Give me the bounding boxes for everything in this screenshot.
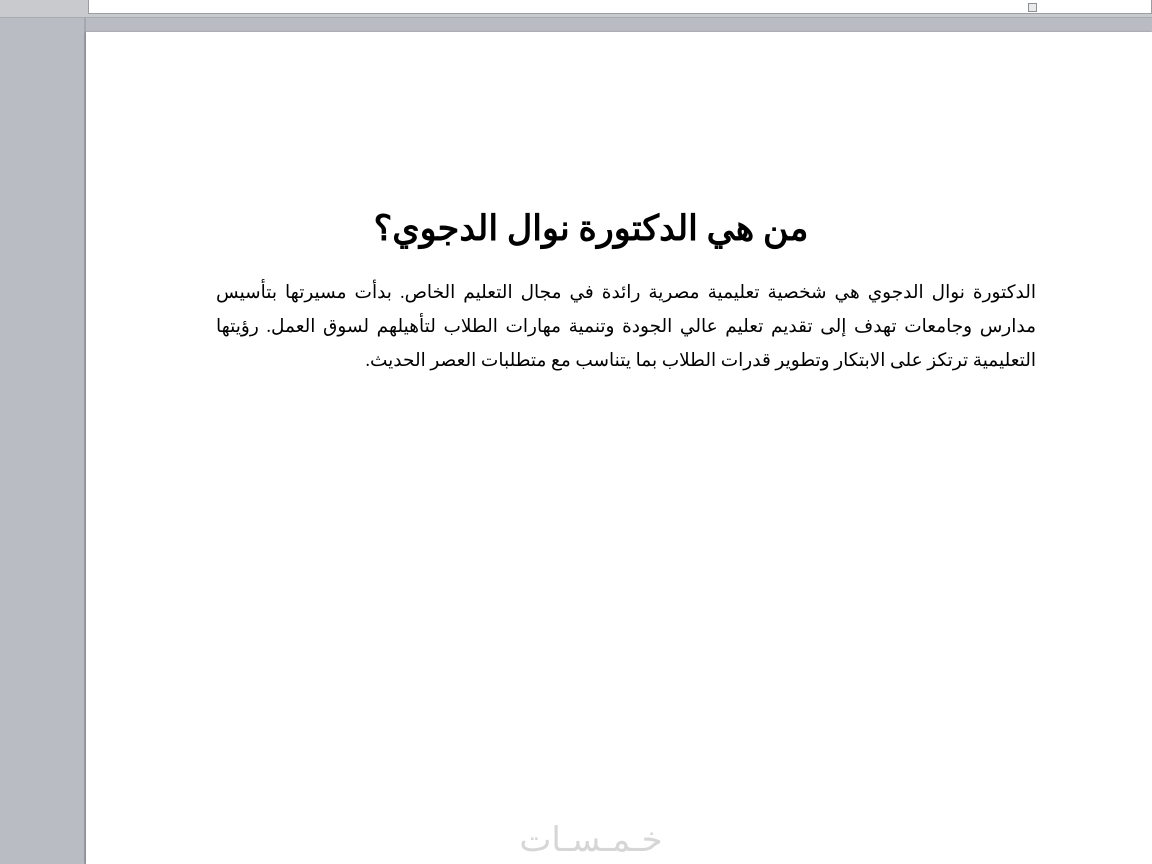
document-page <box>86 32 1152 864</box>
page-content-area[interactable] <box>86 32 1152 864</box>
ruler-indent-marker-right[interactable] <box>1028 3 1037 12</box>
page-left-gutter <box>0 18 86 864</box>
page-title: من هي الدكتورة نوال الدجوي؟ <box>373 209 809 249</box>
watermark-text: خـمـسـات <box>519 822 663 859</box>
ruler-track[interactable] <box>88 0 1152 14</box>
horizontal-ruler[interactable] <box>0 0 1152 18</box>
body-paragraph: الدكتورة نوال الدجوي هي شخصية تعليمية مصرية رائدة في مجال التعليم الخاص. بدأت مسيرتها بتأسيس مدارس وجامعات تهدف إلى تقديم تعليم عالي الجودة وتنمية مهارات الطلاب لتأهيلهم لسوق العمل. رؤيتها التعليمية ترتكز على الابتكار وتطوير قدرات الطلاب بما يتناسب مع متطلبات العصر الحديث. <box>216 282 1036 371</box>
